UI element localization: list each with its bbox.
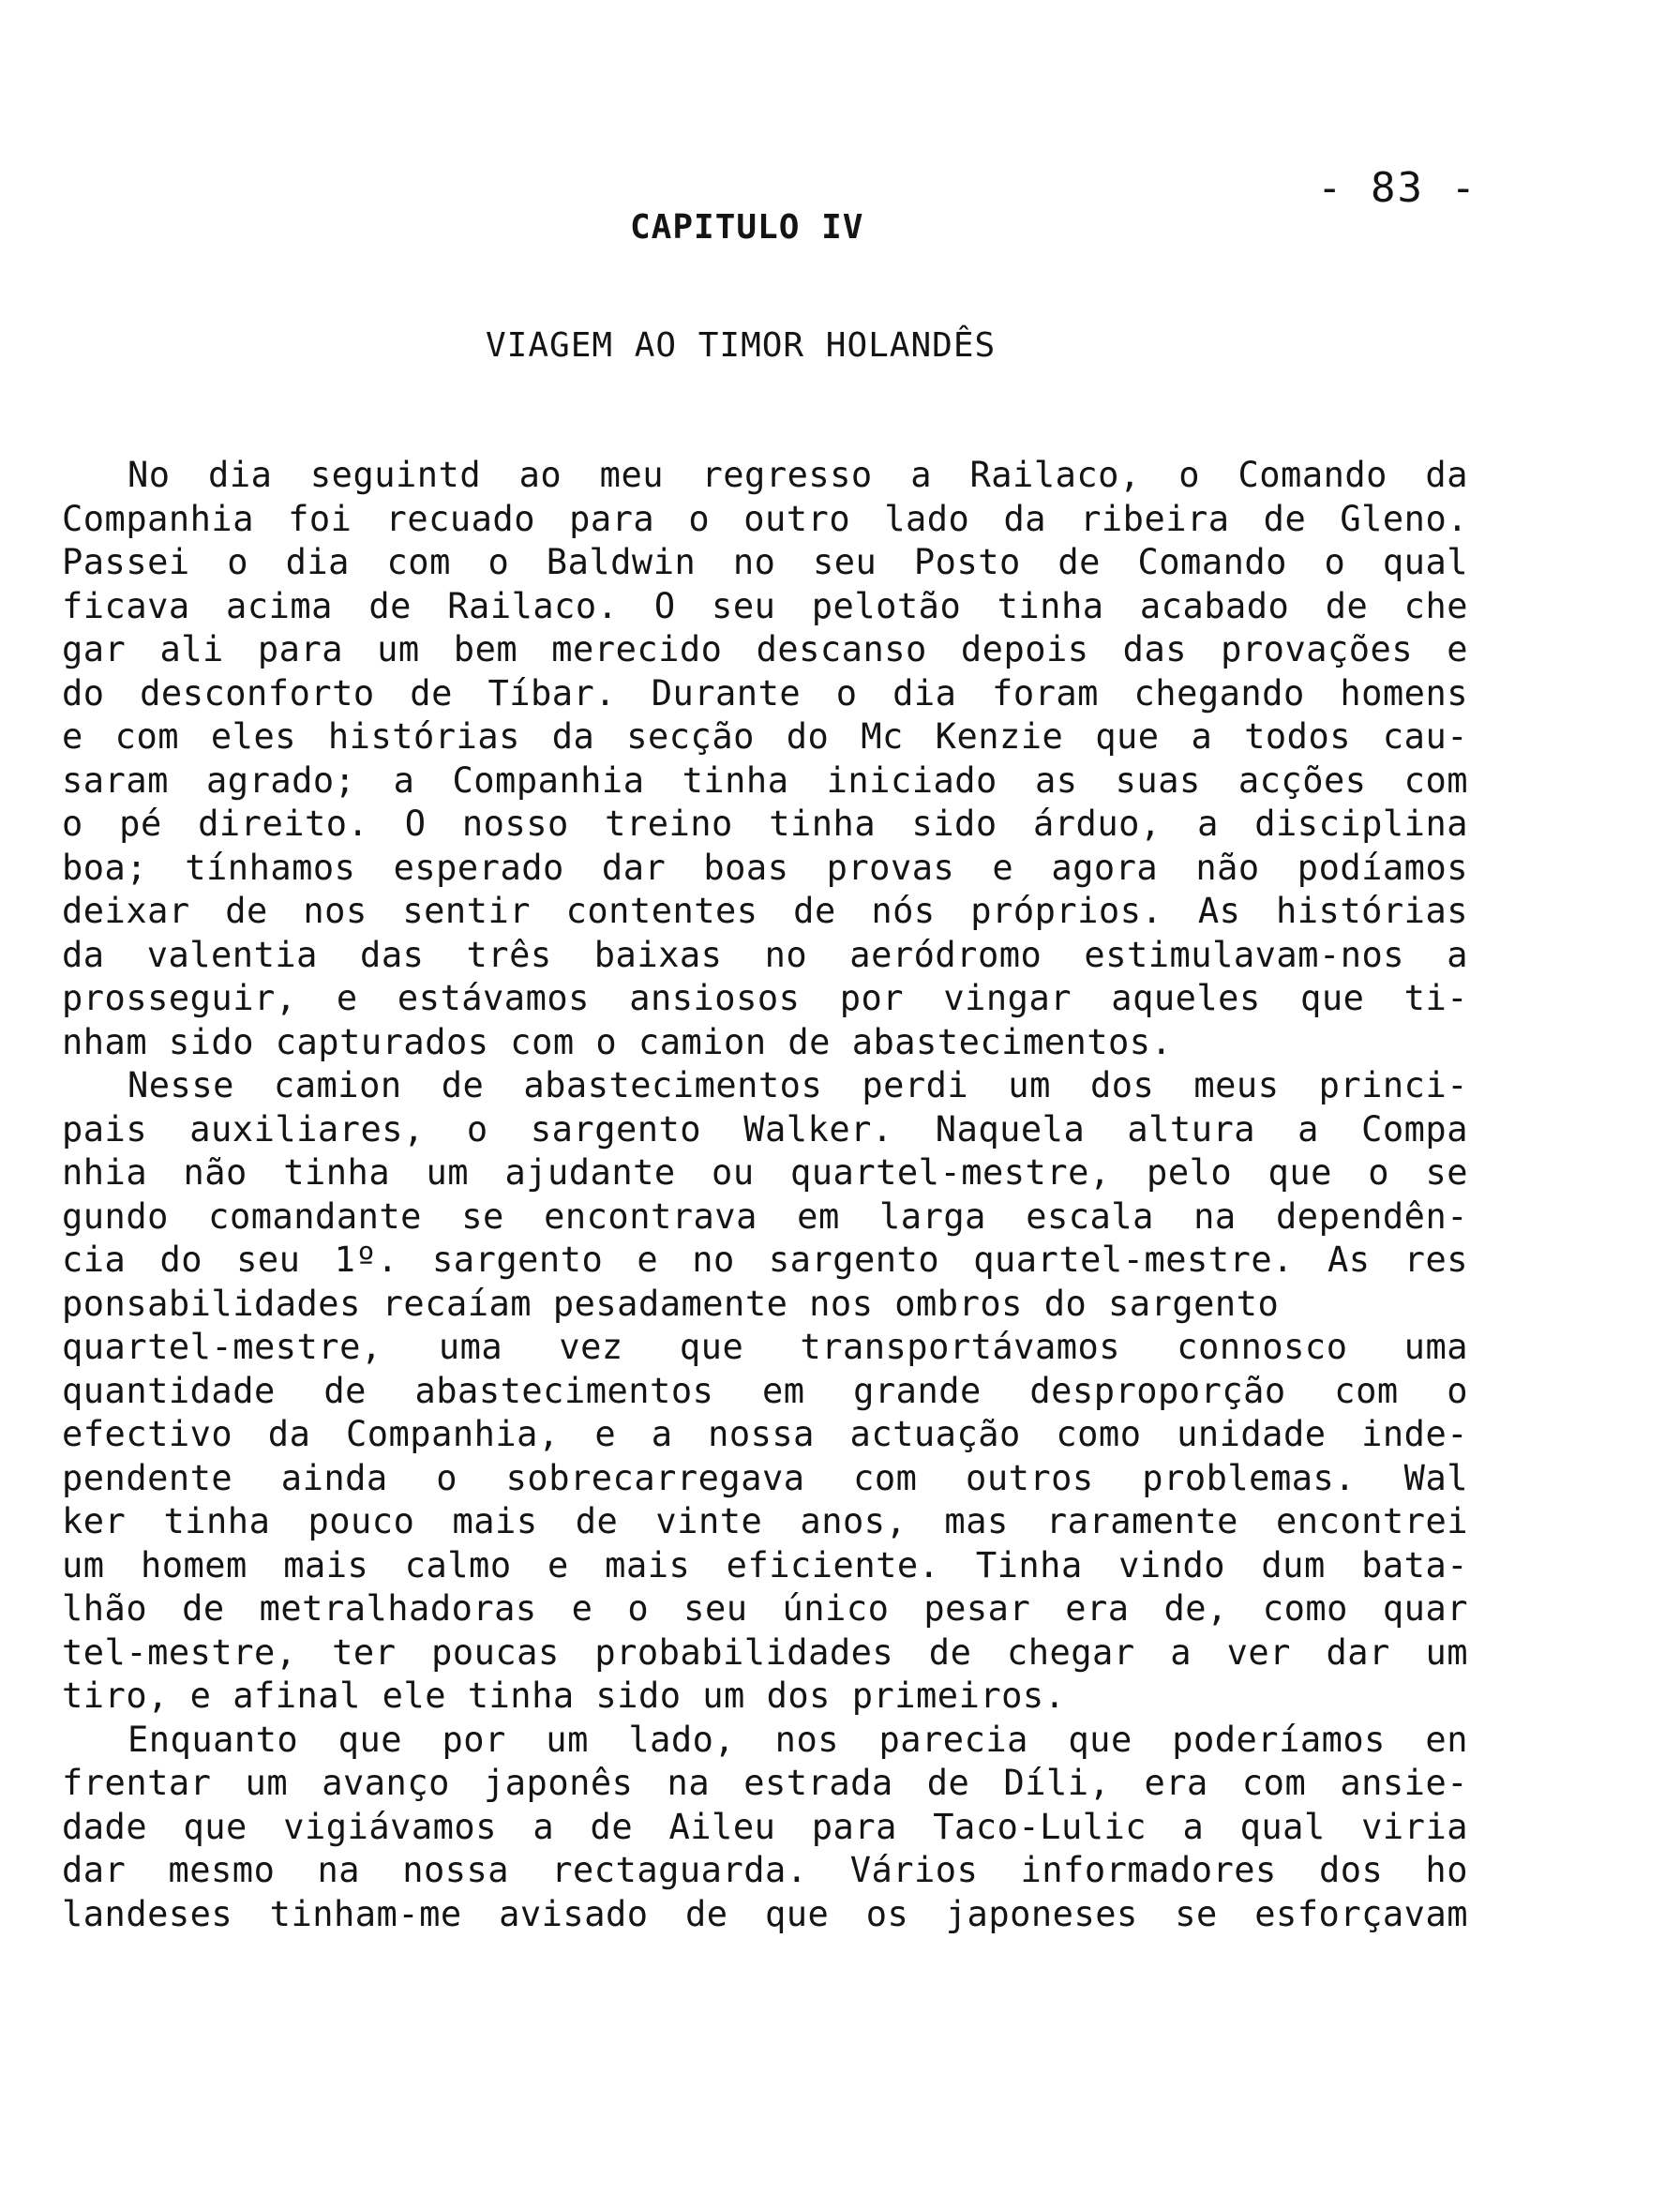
text-line: da valentia das três baixas no aeródromo estimulavam-nos a (62, 934, 1468, 975)
text-line: ficava acima de Railaco. O seu pelotão tinha acabado de che (62, 585, 1468, 626)
text-line: um homem mais calmo e mais eficiente. Tinha vindo dum bata- (62, 1544, 1468, 1585)
text-line: pais auxiliares, o sargento Walker. Naquela altura a Compa (62, 1108, 1468, 1150)
text-line: gundo comandante se encontrava em larga escala na dependên- (62, 1195, 1468, 1237)
chapter-title: VIAGEM AO TIMOR HOLANDÊS (486, 326, 997, 365)
text-line: tiro, e afinal ele tinha sido um dos primeiros. (62, 1676, 1066, 1716)
text-line: ponsabilidades recaíam pesadamente nos ombros do sargento (62, 1283, 1280, 1324)
text-line: lhão de metralhadoras e o seu único pesar era de, como quar (62, 1588, 1468, 1629)
text-line: nhia não tinha um ajudante ou quartel-mestre, pelo que o se (62, 1152, 1468, 1193)
text-line: e com eles histórias da secção do Mc Kenzie que a todos cau- (62, 716, 1468, 757)
text-line: quartel-mestre, uma vez que transportávamos connosco uma (62, 1327, 1468, 1367)
text-line: Nesse camion de abastecimentos perdi um dos meus princi- (128, 1065, 1468, 1105)
text-line: dar mesmo na nossa rectaguarda. Vários informadores dos ho (62, 1850, 1468, 1890)
text-line: saram agrado; a Companhia tinha iniciado as suas acções com (62, 759, 1468, 801)
text-line: quantidade de abastecimentos em grande desproporção com o (62, 1370, 1468, 1411)
text-line: Companhia foi recuado para o outro lado da ribeira de Gleno. (62, 498, 1468, 539)
text-line: gar ali para um bem merecido descanso depois das provações e (62, 629, 1468, 669)
text-line: tel-mestre, ter poucas probabilidades de chegar a ver dar um (62, 1631, 1468, 1673)
text-line: dade que vigiávamos a de Aileu para Taco-Lulic a qual viria (62, 1806, 1468, 1847)
text-line: frentar um avanço japonês na estrada de Díli, era com ansie- (62, 1763, 1468, 1803)
text-line: No dia seguintd ao meu regresso a Railaco, o Comando da (128, 455, 1468, 495)
chapter-heading: CAPITULO IV (630, 208, 864, 247)
text-line: efectivo da Companhia, e a nossa actuação como unidade inde- (62, 1414, 1468, 1454)
text-line: do desconforto de Tíbar. Durante o dia foram chegando homens (62, 672, 1468, 714)
text-line: cia do seu 1º. sargento e no sargento quartel-mestre. As res (62, 1240, 1468, 1280)
text-line: o pé direito. O nosso treino tinha sido árduo, a disciplina (62, 804, 1468, 844)
text-line: pendente ainda o sobrecarregava com outros problemas. Wal (62, 1457, 1468, 1498)
text-line: ker tinha pouco mais de vinte anos, mas raramente encontrei (62, 1501, 1468, 1541)
text-line: deixar de nos sentir contentes de nós próprios. As histórias (62, 891, 1468, 931)
body-text (62, 454, 1468, 1936)
text-line: landeses tinham-me avisado de que os japoneses se esforçavam (62, 1893, 1468, 1934)
text-line: prosseguir, e estávamos ansiosos por vingar aqueles que ti- (62, 978, 1468, 1018)
text-line: nham sido capturados com o camion de abastecimentos. (62, 1021, 1173, 1062)
text-line: Enquanto que por um lado, nos parecia que poderíamos en (128, 1719, 1468, 1760)
text-line: boa; tínhamos esperado dar boas provas e agora não podíamos (62, 847, 1468, 888)
page-number: - 83 - (1317, 164, 1478, 212)
text-line: Passei o dia com o Baldwin no seu Posto de Comando o qual (62, 542, 1468, 582)
